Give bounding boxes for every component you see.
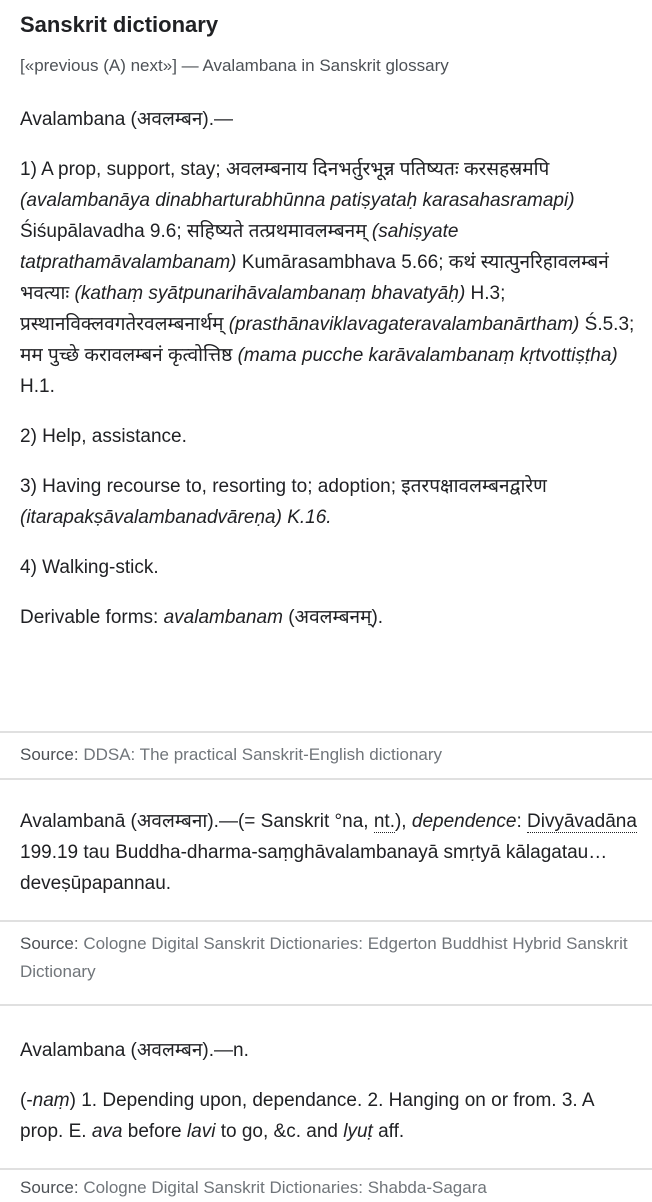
transliteration: lyuṭ [343, 1121, 373, 1142]
abbreviation[interactable]: nt. [373, 811, 395, 832]
source-link[interactable]: DDSA: The practical Sanskrit-English dictionary [83, 745, 443, 764]
entry-shabda-sagara [20, 1035, 638, 1147]
source-label: Source: [20, 934, 84, 953]
reference: H.1. [20, 376, 55, 397]
nav-letter-link[interactable]: (A) [103, 56, 126, 75]
work-title[interactable]: Divyāvadāna [527, 811, 637, 832]
transliteration: (prasthānaviklavagateravalambanārtham) [228, 314, 580, 335]
entry-edgerton [20, 806, 638, 899]
divider [0, 920, 652, 922]
transliteration: (mama pucche karāvalambanaṃ kṛtvottiṣṭha) [237, 345, 618, 366]
source-link[interactable]: Cologne Digital Sanskrit Dictionaries: Shabda-Sagara [83, 1178, 487, 1197]
entry-headword: Avalambanā (अवलम्बना).—(= Sanskrit °na, [20, 811, 374, 832]
gloss: dependence [411, 811, 517, 832]
devanagari-text: मम पुच्छे करावलम्बनं कृत्वोत्तिष्ठ [20, 345, 238, 366]
entry-headword: Avalambana (अवलम्बन).—n. [20, 1040, 249, 1061]
devanagari-text: अवलम्बनाय दिनभर्तुरभून्न पतिष्यतः करसहस्रमपि [225, 159, 550, 180]
citation: 199.19 tau Buddha-dharma-saṃghāvalambanayā smṛtyā kālagatau…deveṣūpapannau. [20, 842, 608, 894]
nav-next-link[interactable]: next» [130, 56, 173, 75]
transliteration: (kathaṃ syātpunarihāvalambanaṃ bhavatyāḥ) [74, 283, 466, 304]
source-label: Source: [20, 1178, 84, 1197]
reference: H.3; [465, 283, 506, 304]
def-text: 3) Having recourse to, resorting to; adoption; [20, 476, 402, 497]
transliteration: (avalambanāya dinabharturabhūnna patiṣyataḥ karasahasramapi) [20, 190, 575, 211]
definition-4: 4) Walking-stick. [20, 557, 159, 578]
devanagari-text: कथं स्यात्पुनरिहावलम्बनं भवत्याः [20, 252, 609, 304]
punctuation: : [516, 811, 528, 832]
punctuation: (- [20, 1090, 33, 1111]
source-label: Source: [20, 745, 84, 764]
reference: Kumārasambhava 5.66; [236, 252, 449, 273]
devanagari-text: सहिष्यते तत्प्रथमावलम्बनम् [186, 221, 372, 242]
reference: Ś.5.3; [579, 314, 635, 335]
entry-ddsa [20, 104, 638, 633]
transliteration: (itarapakṣāvalambanadvāreṇa) [20, 507, 282, 528]
glossary-nav [20, 56, 449, 76]
divider [0, 1004, 652, 1006]
transliteration: naṃ [32, 1090, 70, 1111]
transliteration: (sahiṣyate tatprathamāvalambanam) [20, 221, 459, 273]
source-edgerton [20, 930, 640, 986]
def-text: to go, &c. and [215, 1121, 344, 1142]
entry-text [20, 806, 638, 899]
derivable-forms [20, 602, 638, 633]
reference: Śiśupālavadha 9.6; [20, 221, 187, 242]
nav-open-bracket: [ [20, 56, 25, 75]
transliteration: avalambanam [163, 607, 283, 628]
def-text: aff. [372, 1121, 405, 1142]
derivable-label: Derivable forms: [20, 607, 164, 628]
def-text: before [122, 1121, 187, 1142]
transliteration: ava [91, 1121, 123, 1142]
reference: K.16. [281, 507, 332, 528]
punctuation: ), [394, 811, 412, 832]
definition-3 [20, 471, 638, 533]
source-shabda-sagara [20, 1174, 640, 1202]
source-ddsa [20, 741, 640, 769]
divider [0, 1168, 652, 1170]
nav-previous-link[interactable]: «previous [24, 56, 99, 75]
devanagari-text: (अवलम्बनम्). [282, 607, 384, 628]
page-title: Sanskrit dictionary [20, 12, 219, 37]
nav-close-bracket: ] [172, 56, 177, 75]
nav-context: — Avalambana in Sanskrit glossary [181, 56, 449, 75]
entry-definition [20, 1085, 638, 1147]
def-text: 1) A prop, support, stay; [20, 159, 226, 180]
devanagari-text: प्रस्थानविक्लवगतेरवलम्बनार्थम् [20, 314, 229, 335]
transliteration: lavi [186, 1121, 216, 1142]
definition-2: 2) Help, assistance. [20, 426, 187, 447]
def-text: ) 1. Depending upon, dependance. 2. Hanging on or from. 3. A prop. E. [20, 1090, 594, 1142]
divider [0, 778, 652, 780]
divider [0, 731, 652, 733]
source-link[interactable]: Cologne Digital Sanskrit Dictionaries: Edgerton Buddhist Hybrid Sanskrit Dictionary [20, 934, 628, 981]
definition-1 [20, 154, 638, 402]
devanagari-text: इतरपक्षावलम्बनद्वारेण [401, 476, 547, 497]
entry-headword: Avalambana (अवलम्बन).— [20, 109, 234, 130]
